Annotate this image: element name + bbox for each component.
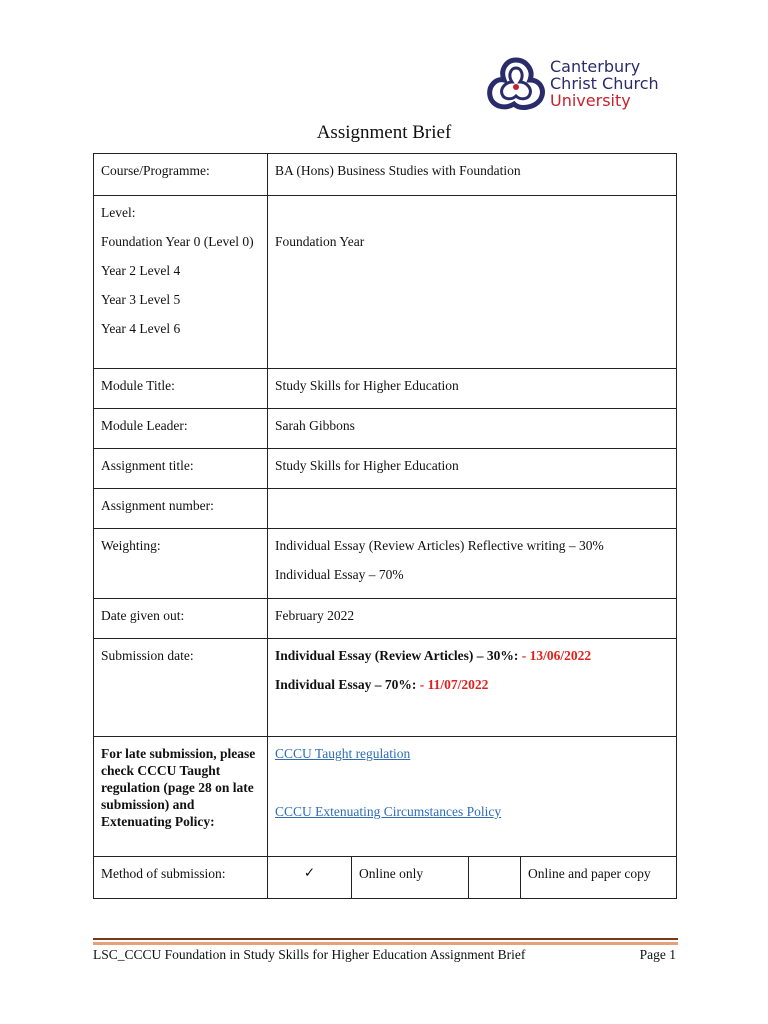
module-title-value: Study Skills for Higher Education (268, 369, 677, 409)
cccu-taught-regulation-link[interactable]: CCCU Taught regulation (275, 746, 411, 761)
level-option-0: Foundation Year 0 (Level 0) (101, 234, 254, 249)
logo-line-university: University (550, 91, 631, 110)
logo-line-christ-church: Christ Church (550, 74, 659, 93)
method-option-online-only: Online only (352, 857, 469, 899)
level-option-1: Year 2 Level 4 (101, 263, 181, 278)
submission-essay-2: Individual Essay – 70%: (275, 677, 420, 692)
late-submission-links (268, 737, 677, 857)
university-logo (486, 56, 676, 112)
course-label: Course/Programme: (94, 154, 268, 196)
level-option-3: Year 4 Level 6 (101, 321, 181, 336)
submission-date-label: Submission date: (94, 639, 268, 737)
assignment-number-label: Assignment number: (94, 489, 268, 529)
module-title-label: Module Title: (94, 369, 268, 409)
table-row-course (94, 154, 677, 196)
submission-line-2 (275, 676, 669, 693)
table-row-date-given (94, 599, 677, 639)
level-label: Level: (101, 205, 136, 220)
submission-essay-1: Individual Essay (Review Articles) – 30%: (275, 648, 519, 663)
submission-date-2: - 11/07/2022 (419, 677, 489, 692)
table-row-assignment-number (94, 489, 677, 529)
date-given-label: Date given out: (94, 599, 268, 639)
table-row-assignment-title (94, 449, 677, 489)
table-row-weighting (94, 529, 677, 599)
weighting-label: Weighting: (94, 529, 268, 599)
method-option-online-paper: Online and paper copy (521, 857, 677, 899)
method-label: Method of submission: (94, 857, 268, 899)
table-row-late-submission (94, 737, 677, 857)
footer-page-number: Page 1 (639, 947, 676, 962)
assignment-title-label: Assignment title: (94, 449, 268, 489)
assignment-number-value (268, 489, 677, 529)
logo-emblem-icon (486, 56, 546, 112)
cccu-extenuating-policy-link[interactable]: CCCU Extenuating Circumstances Policy (275, 804, 502, 819)
level-value: Foundation Year (268, 196, 677, 369)
submission-date-value (268, 639, 677, 737)
table-row-level (94, 196, 677, 369)
table-row-method (94, 857, 677, 899)
weighting-line-2: Individual Essay – 70% (275, 567, 404, 582)
date-given-value: February 2022 (268, 599, 677, 639)
method-check-online-paper[interactable] (469, 857, 521, 899)
footer-document-name: LSC_CCCU Foundation in Study Skills for Higher Education Assignment Brief (93, 947, 526, 962)
document-title: Assignment Brief (316, 122, 452, 143)
submission-date-1: - 13/06/2022 (518, 648, 592, 663)
submission-line-1 (275, 647, 669, 664)
module-leader-value: Sarah Gibbons (268, 409, 677, 449)
table-row-module-leader (94, 409, 677, 449)
weighting-line-1: Individual Essay (Review Articles) Reflective writing – 30% (275, 538, 604, 553)
weighting-value (268, 529, 677, 599)
table-row-submission-date (94, 639, 677, 737)
module-leader-label: Module Leader: (94, 409, 268, 449)
assignment-title-value: Study Skills for Higher Education (268, 449, 677, 489)
course-value: BA (Hons) Business Studies with Foundation (268, 154, 677, 196)
level-cell (94, 196, 268, 369)
logo-line-canterbury: Canterbury (550, 57, 641, 76)
level-option-2: Year 3 Level 5 (101, 292, 181, 307)
method-check-online-only[interactable]: ✓ (268, 857, 352, 899)
late-submission-label: For late submission, please check CCCU Taught regulation (page 28 on late submission) and Extenuating Policy: (94, 737, 268, 857)
table-row-module-title (94, 369, 677, 409)
footer-divider-accent (93, 942, 678, 945)
assignment-brief-table (93, 153, 677, 899)
footer-divider (93, 938, 678, 940)
